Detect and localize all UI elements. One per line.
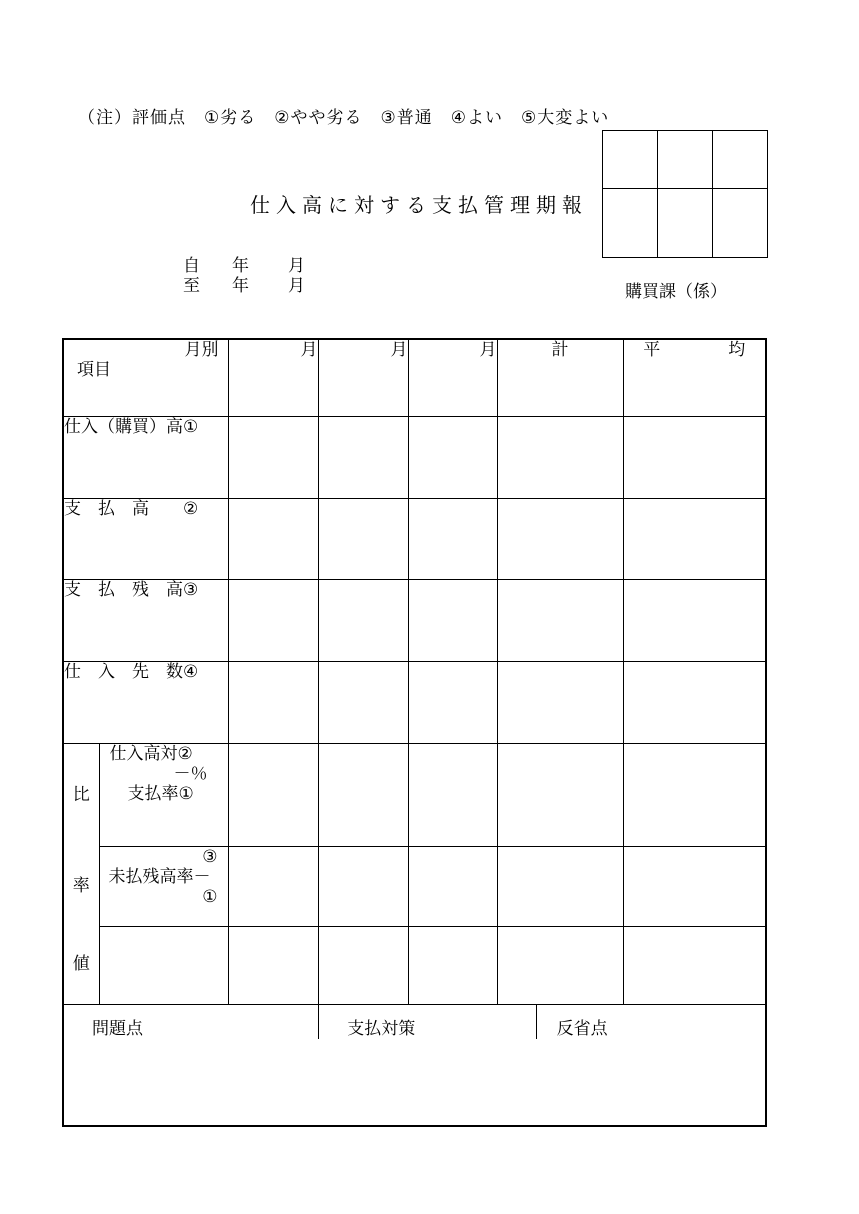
empty-cell: [623, 416, 766, 498]
period-from-line: [183, 256, 305, 276]
payment-ratio-line1: 仕入高対②: [109, 743, 193, 764]
empty-cell: [318, 579, 408, 661]
stamp-grid-cell: [658, 131, 713, 189]
empty-cell: [623, 661, 766, 743]
header-month-cell: 月: [228, 339, 318, 416]
empty-cell: [408, 846, 497, 926]
header-month-cell: 月: [408, 339, 497, 416]
empty-cell: [623, 498, 766, 579]
empty-cell: [497, 498, 623, 579]
header-corner-cell: [63, 339, 228, 416]
empty-cell: [497, 846, 623, 926]
empty-cell: [228, 579, 318, 661]
empty-cell: [318, 416, 408, 498]
empty-cell: [623, 743, 766, 846]
empty-cell: [623, 846, 766, 926]
empty-cell: [228, 743, 318, 846]
evaluation-note: （注）評価点 ①劣る ②やや劣る ③普通 ④よい ⑤大変よい: [78, 108, 610, 128]
ratio-char: 率: [72, 875, 90, 896]
empty-cell: [228, 846, 318, 926]
row-label-payments: 支 払 高 ②: [63, 498, 228, 579]
empty-cell: [318, 498, 408, 579]
row-label-purchases: 仕入（購買）高①: [63, 416, 228, 498]
empty-cell: [318, 846, 408, 926]
period-from-label: 自: [183, 256, 200, 276]
period-to-label: 至: [183, 276, 200, 296]
ratio-side-cell: [63, 743, 99, 1004]
empty-cell: [623, 926, 766, 1004]
payment-measures-label: 支払対策: [347, 1018, 416, 1039]
payment-ratio-line2: －％: [173, 763, 208, 784]
empty-cell: [497, 926, 623, 1004]
page-title: 仕入高に対する支払管理期報: [250, 193, 588, 217]
period-month-label: 月: [288, 256, 305, 276]
footer-row: [63, 1004, 766, 1126]
footer-sections: [64, 1005, 765, 1039]
empty-cell: [497, 416, 623, 498]
ratio-empty-label-cell: [99, 926, 228, 1004]
report-table: [62, 338, 767, 1127]
unpaid-ratio-numerator: ③: [202, 846, 218, 867]
payment-ratio-line3: 支払率①: [127, 783, 194, 804]
empty-cell: [408, 579, 497, 661]
empty-cell: [408, 498, 497, 579]
period-to-line: [183, 276, 305, 296]
stamp-grid-cell: [713, 131, 767, 189]
header-average-cell: 平 均: [623, 339, 766, 416]
ratio-char: 値: [72, 954, 90, 974]
corner-month-label: 月別: [184, 340, 219, 360]
payment-measures-cell: [318, 1005, 535, 1039]
empty-cell: [408, 926, 497, 1004]
empty-cell: [497, 661, 623, 743]
ratio-char: 比: [72, 784, 90, 805]
empty-cell: [497, 743, 623, 846]
period-month-label: 月: [288, 276, 305, 296]
problems-label: 問題点: [92, 1018, 143, 1039]
unpaid-ratio-label: 未払残高率－: [108, 866, 211, 887]
stamp-grid-cell: [603, 131, 658, 189]
empty-cell: [497, 579, 623, 661]
empty-cell: [228, 498, 318, 579]
empty-cell: [318, 926, 408, 1004]
problems-cell: [64, 1005, 318, 1039]
period-year-label: 年: [232, 256, 249, 276]
empty-cell: [228, 416, 318, 498]
department-label: 購買課（係）: [625, 282, 727, 302]
empty-cell: [408, 416, 497, 498]
ratio-side-stack: [64, 744, 99, 1003]
empty-cell: [318, 743, 408, 846]
stamp-grid-cell: [603, 189, 658, 257]
empty-cell: [408, 743, 497, 846]
empty-cell: [408, 661, 497, 743]
reflection-label: 反省点: [556, 1018, 608, 1039]
empty-cell: [228, 661, 318, 743]
empty-cell: [228, 926, 318, 1004]
unpaid-balance-ratio-formula-cell: [99, 846, 228, 926]
unpaid-ratio-denominator: ①: [202, 886, 218, 907]
payment-ratio-formula-cell: [99, 743, 228, 846]
empty-cell: [623, 579, 766, 661]
stamp-grid-cell: [713, 189, 767, 257]
corner-item-label: 項目: [77, 360, 111, 380]
report-period: [183, 256, 305, 296]
stamp-grid-cell: [658, 189, 713, 257]
row-label-supplier-count: 仕 入 先 数④: [63, 661, 228, 743]
empty-cell: [318, 661, 408, 743]
reflection-cell: [536, 1005, 765, 1039]
row-label-payment-balance: 支 払 残 高③: [63, 579, 228, 661]
header-month-cell: 月: [318, 339, 408, 416]
header-total-cell: 計: [497, 339, 623, 416]
period-year-label: 年: [232, 276, 249, 296]
stamp-grid: [602, 130, 768, 258]
